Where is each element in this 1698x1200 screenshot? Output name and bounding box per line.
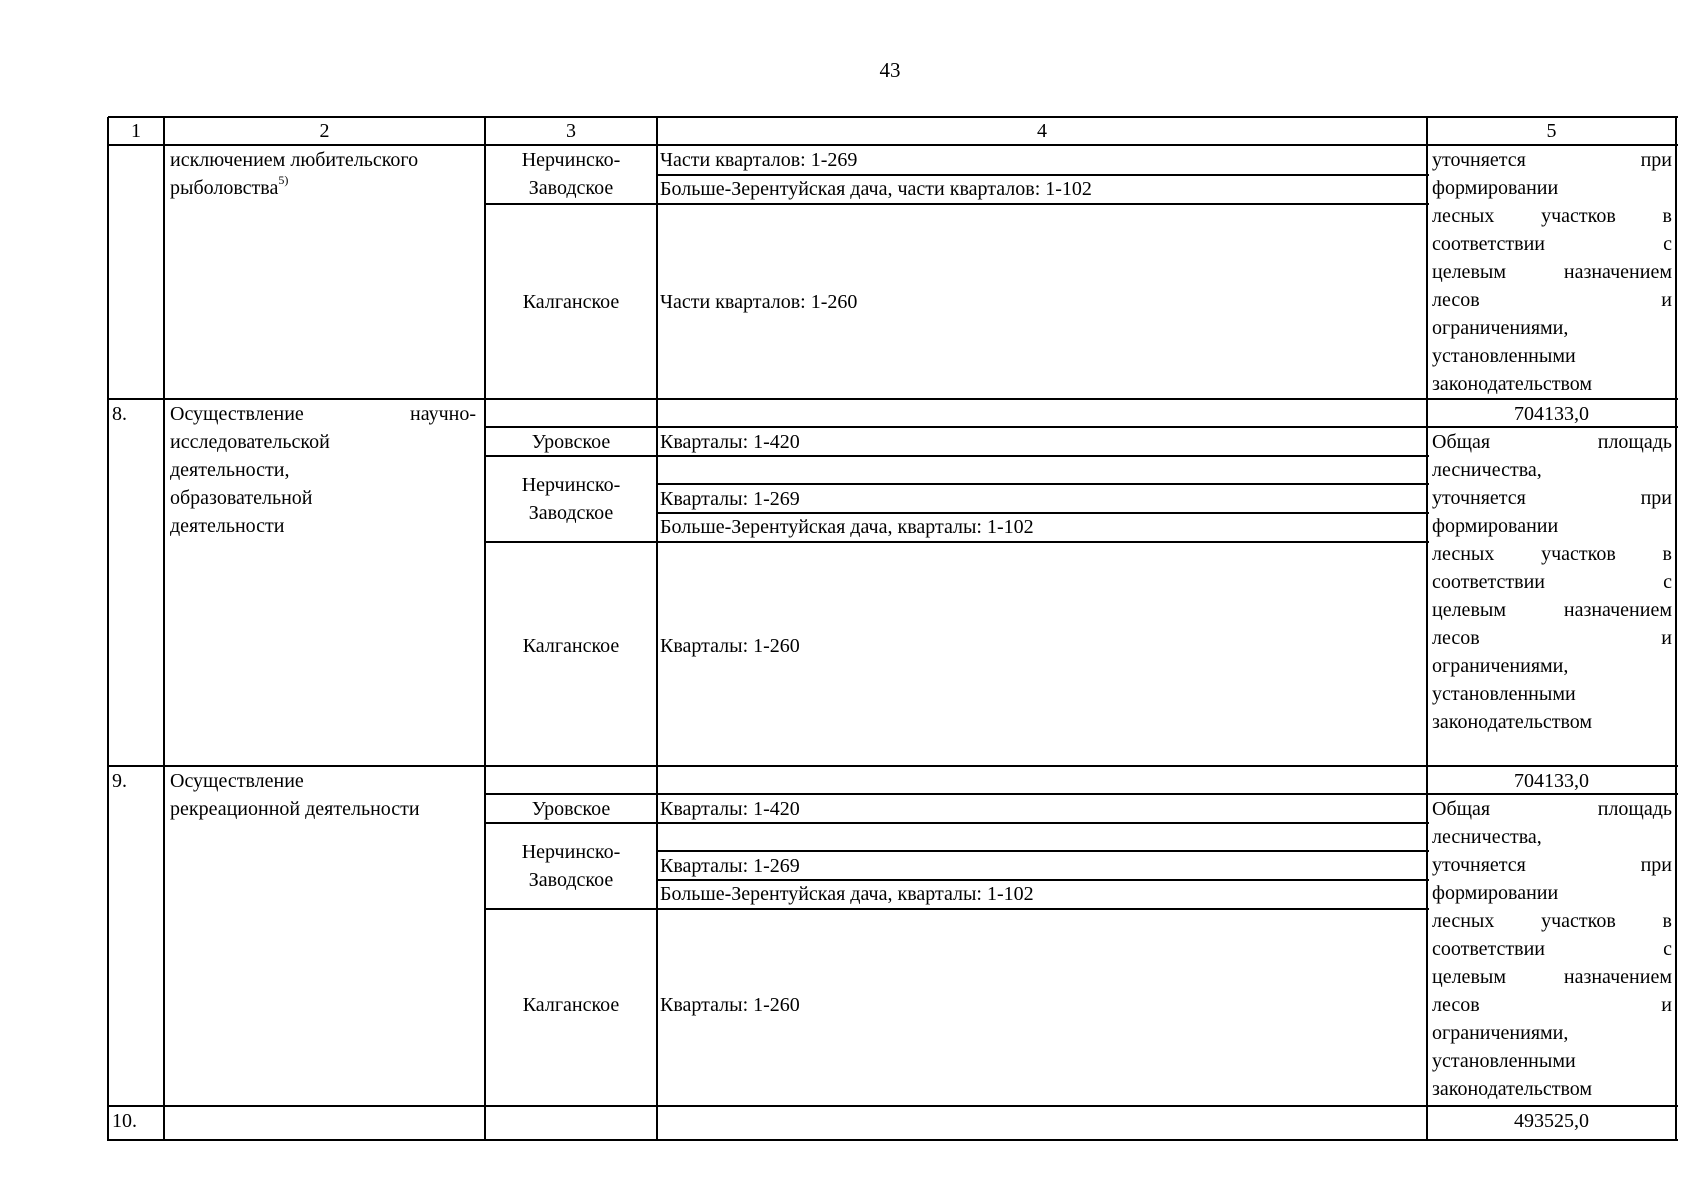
header-col-4: 4 <box>1037 120 1047 142</box>
row8-nz-rule-c <box>485 541 1429 543</box>
column-rule-1 <box>163 117 165 1141</box>
header-col-1: 1 <box>131 120 141 142</box>
row7-forestry-k: Калганское <box>522 291 620 313</box>
page-number: 43 <box>879 58 901 82</box>
row8-number: 8. <box>112 403 127 425</box>
row8-nz-quarters: Кварталы: 1-269 <box>660 488 800 510</box>
row9-nz-rule-c <box>485 908 1429 910</box>
row8-area: 704133,0 <box>1514 403 1589 425</box>
table-bottom-border <box>108 1139 1678 1141</box>
row7-nz-bz: Больше-Зерентуйская дача, части кварталов: 1-102 <box>660 178 1092 200</box>
row10-number: 10. <box>112 1110 137 1132</box>
column-rule-0 <box>107 117 109 1141</box>
column-rule-5 <box>1675 117 1677 1141</box>
row8-activity: Осуществление научно- исследовательской деятельности, образовательной деятельности <box>170 403 476 537</box>
row9-forestry-k: Калганское <box>522 994 620 1016</box>
row9-u-quarters: Кварталы: 1-420 <box>660 798 800 820</box>
row8-k-quarters: Кварталы: 1-260 <box>660 635 800 657</box>
row7-k-parts: Части кварталов: 1-260 <box>660 291 858 313</box>
row9-note: Общая площадь лесничества, уточняется при формировании лесных участков в соответствии с целевым назначением лесов и ограничениями, установленными законодательством <box>1432 798 1672 1100</box>
row9-k-quarters: Кварталы: 1-260 <box>660 994 800 1016</box>
header-col-5: 5 <box>1546 120 1557 142</box>
row9-u-rule <box>485 822 1429 824</box>
row8-forestry-nz: Нерчинско- Заводское <box>521 474 621 524</box>
header-col-2: 2 <box>319 120 330 142</box>
row7-nz-parts: Части кварталов: 1-269 <box>660 149 858 171</box>
row9-nz-quarters: Кварталы: 1-269 <box>660 855 800 877</box>
row9-number: 9. <box>112 770 127 792</box>
column-rule-4 <box>1426 117 1428 1141</box>
row7-rule-b <box>657 203 1429 205</box>
row8-forestry-k: Калганское <box>522 635 620 657</box>
row8-forestry-u: Уровское <box>531 431 611 453</box>
row10-area: 493525,0 <box>1514 1110 1589 1132</box>
row7-activity: исключением любительского рыболовства$^{5)}$ <box>170 149 419 199</box>
row8-u-rule <box>485 455 1429 457</box>
column-rule-3 <box>656 117 658 1141</box>
row8-u-quarters: Кварталы: 1-420 <box>660 431 800 453</box>
row8-nz-bz: Больше-Зерентуйская дача, кварталы: 1-102 <box>660 516 1034 538</box>
row7-forestry-nz: Нерчинско- Заводское <box>521 149 621 199</box>
row9-activity: Осуществление рекреационной деятельности <box>170 770 420 820</box>
row9-area: 704133,0 <box>1514 770 1589 792</box>
row9-nz-bz: Больше-Зерентуйская дача, кварталы: 1-102 <box>660 883 1034 905</box>
row7-note: уточняется при формировании лесных участков в соответствии с целевым назначением лесов и ограничениями, установленными законодательством <box>1432 149 1672 395</box>
row8-note: Общая площадь лесничества, уточняется при формировании лесных участков в соответствии с целевым назначением лесов и ограничениями, установленными законодательством <box>1432 431 1672 733</box>
row9-forestry-nz: Нерчинско- Заводское <box>521 841 621 891</box>
header-col-3: 3 <box>566 120 576 142</box>
row9-forestry-u: Уровское <box>531 798 611 820</box>
column-rule-2 <box>484 117 486 1141</box>
row7-forestry-rule <box>485 203 659 205</box>
